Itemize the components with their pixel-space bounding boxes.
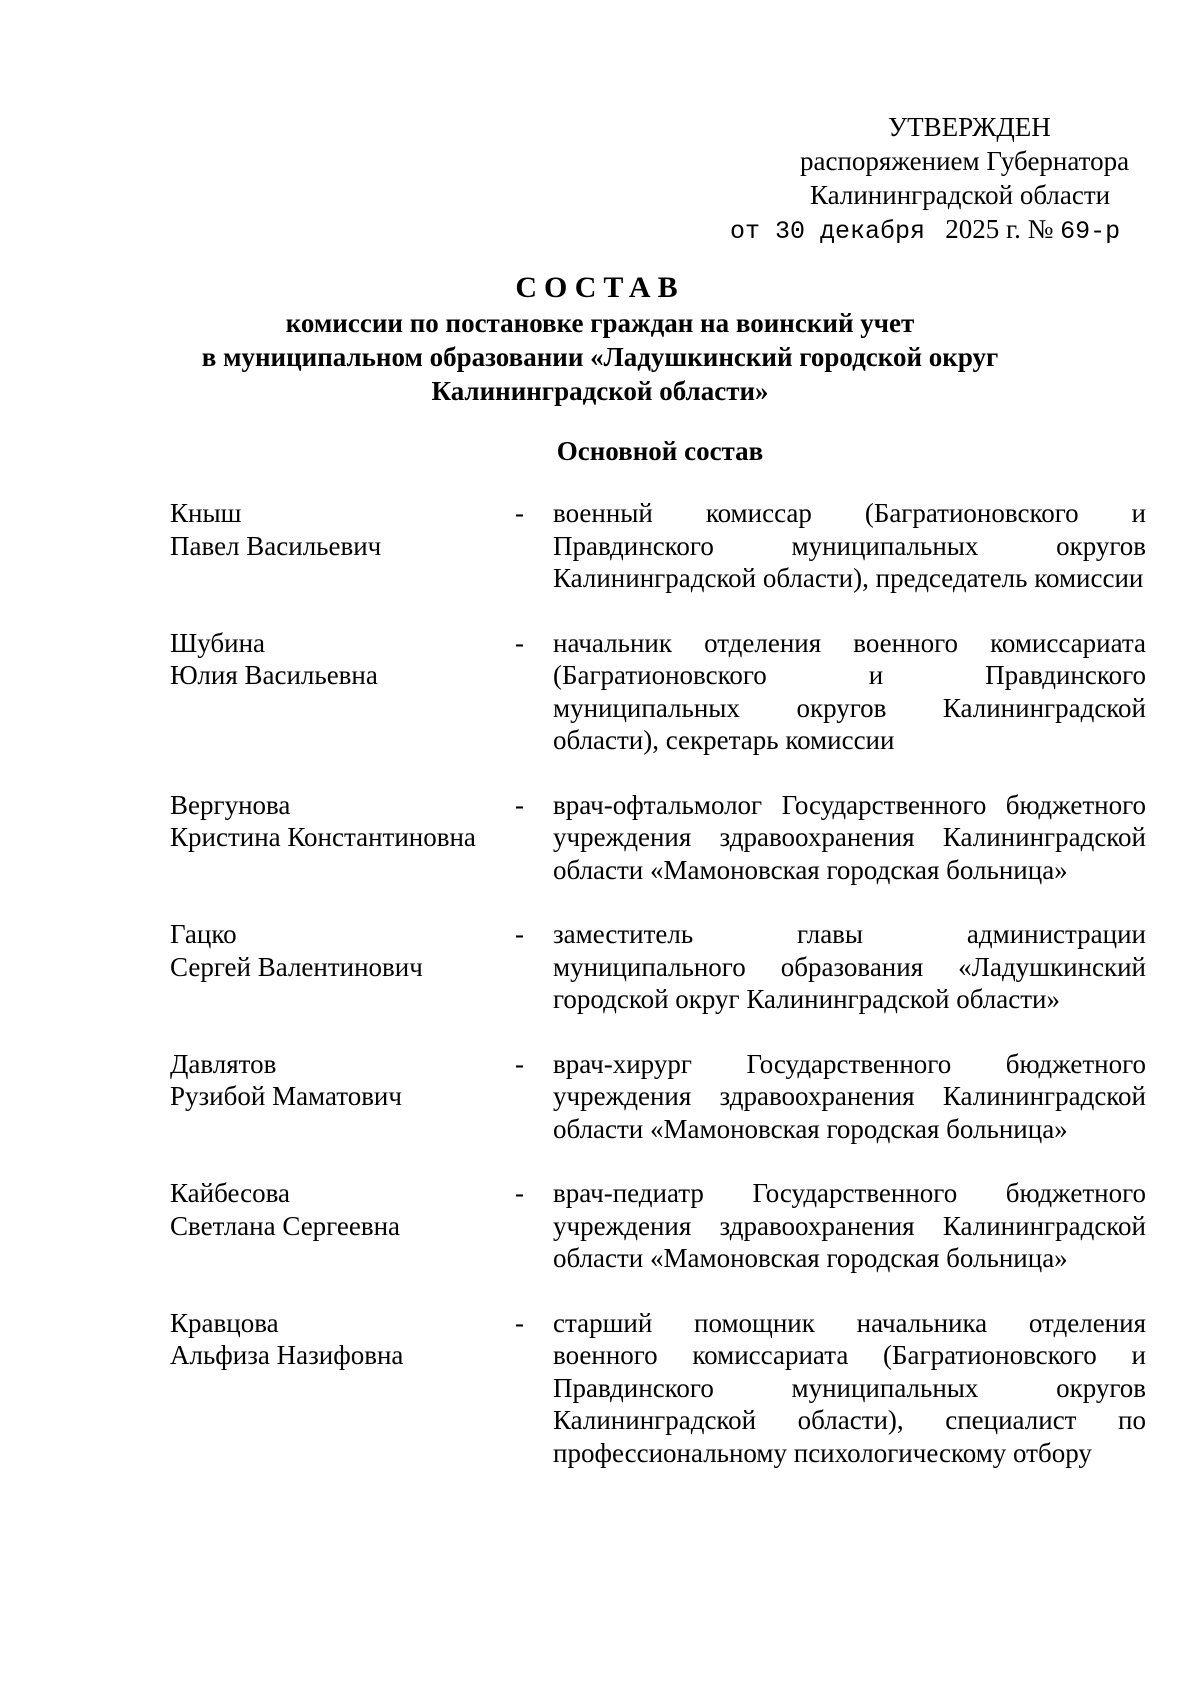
member-role: врач-офтальмолог Государственного бюджетного учреждения здравоохранения Калининградской области «Мамоновская городская больница» [553,789,1146,885]
member-name [170,1048,515,1113]
heading-line-2: в муниципальном образовании «Ладушкинский городской округ [201,342,999,372]
approval-authority: распоряжением Губернатора [800,146,1130,176]
member-name [170,497,515,562]
member-given-names: Кристина Константиновна [170,822,476,852]
member-entry [170,497,1146,595]
member-name [170,1307,515,1372]
member-surname: Гацко [170,919,237,949]
member-dash: - [515,627,524,658]
member-role: военный комиссар (Багратионовского и Правдинского муниципальных округов Калининградской области), председатель комиссии [553,498,1146,593]
member-surname: Давлятов [170,1048,277,1079]
approval-title: УТВЕРЖДЕН [888,112,1051,142]
approval-block [720,110,1160,249]
member-role: старший помощник начальника отделения военного комиссариата (Багратионовского и Правдинского муниципальных округов Калининградской области), специалист по профессиональному психологическому отбору [553,1307,1146,1468]
member-entry [170,1048,1146,1146]
member-dash: - [515,1178,524,1208]
member-given-names: Павел Васильевич [170,530,382,561]
member-name [170,1177,515,1242]
heading-line-3: Калининградской области» [431,376,769,406]
member-role: врач-хирург Государственного бюджетного учреждения здравоохранения Калининградской области «Мамоновская городская больница» [553,1048,1146,1144]
member-entry [170,789,1146,887]
member-dash: - [515,1307,524,1338]
member-surname: Кныш [170,498,242,528]
member-given-names: Рузибой Маматович [170,1081,402,1111]
heading-line-1: комиссии по постановке граждан на воинский учет [285,308,915,338]
member-entry [170,1307,1146,1470]
member-dash: - [515,919,524,949]
approval-date: от 30 декабря [730,217,926,246]
approval-date-line [720,212,1160,249]
member-name [170,789,515,854]
member-entry [170,1177,1146,1275]
member-surname: Кайбесова [170,1178,290,1208]
member-surname: Шубина [170,627,266,658]
section-title: Основной состав [556,436,764,466]
member-given-names: Светлана Сергеевна [170,1210,401,1241]
member-surname: Кравцова [170,1307,279,1338]
member-given-names: Юлия Васильевна [170,660,378,690]
approval-year: 2025 г. № [945,214,1054,244]
member-dash: - [515,789,524,820]
document-heading [0,270,1200,408]
member-role: заместитель главы администрации муниципального образования «Ладушкинский городской округ Калининградской области» [553,919,1146,1014]
member-name [170,627,515,692]
approval-doc-number: 69-р [1060,217,1121,246]
member-given-names: Альфиза Назифовна [170,1340,404,1370]
document-title: СОСТАВ [515,271,685,304]
member-role: начальник отделения военного комиссариата (Багратионовского и Правдинского муниципальных округов Калининградской области), секретарь комиссии [553,627,1146,755]
approval-region: Калининградской области [810,180,1111,210]
member-entry [170,918,1146,1016]
member-surname: Вергунова [170,789,291,820]
member-given-names: Сергей Валентинович [170,951,423,982]
member-dash: - [515,498,524,528]
member-name [170,918,515,983]
member-role: врач-педиатр Государственного бюджетного учреждения здравоохранения Калининградской области «Мамоновская городская больница» [553,1178,1146,1273]
members-list [170,497,1146,1501]
member-entry [170,627,1146,757]
member-dash: - [515,1048,524,1079]
